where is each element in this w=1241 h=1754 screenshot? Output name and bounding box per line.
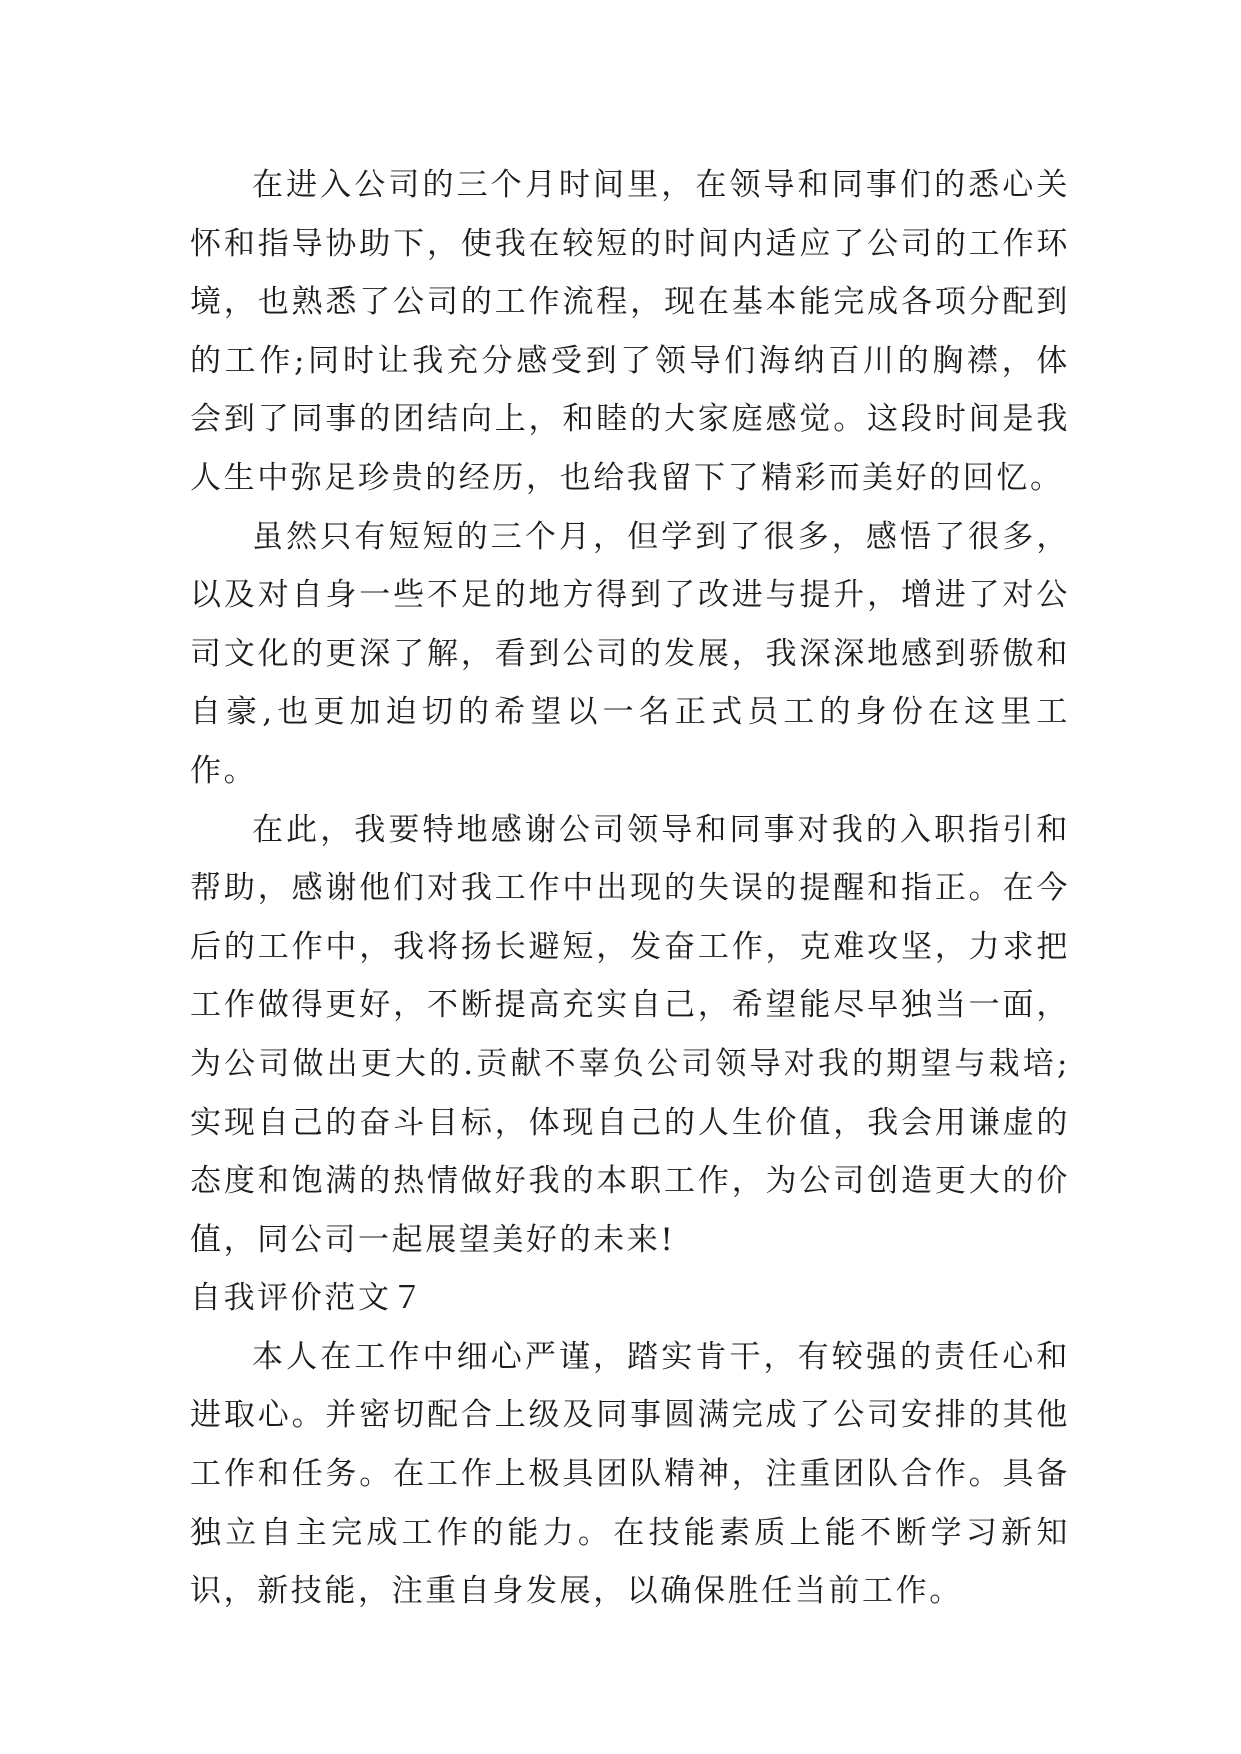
paragraph-self-evaluation: 本人在工作中细心严谨，踏实肯干，有较强的责任心和进取心。并密切配合上级及同事圆满完成了公司安排的其他工作和任务。在工作上极具团队精神，注重团队合作。具备独立自主完成工作的能力。在技能素质上能不断学习新知识，新技能，注重自身发展，以确保胜任当前工作。 bbox=[190, 1338, 1070, 1610]
paragraph-gratitude-intro: 在进入公司的三个月时间里，在领导和同事们的悉心关怀和指导协助下，使我在较短的时间内适应了公司的工作环境，也熟悉了公司的工作流程，现在基本能完成各项分配到的工作;同时让我充分感受到了领导们海纳百川的胸襟，体会到了同事的团结向上，和睦的大家庭感觉。这段时间是我人生中弥足珍贵的经历，也给我留下了精彩而美好的回忆。 bbox=[190, 167, 1070, 496]
document-body bbox=[190, 156, 1070, 1621]
section-heading: 自我评价范文７ bbox=[190, 1280, 426, 1317]
paragraph-learning: 虽然只有短短的三个月，但学到了很多，感悟了很多，以及对自身一些不足的地方得到了改进与提升，增进了对公司文化的更深了解，看到公司的发展，我深深地感到骄傲和自豪,也更加迫切的希望以一名正式员工的身份在这里工作。 bbox=[190, 518, 1070, 789]
paragraph-thanks-commitment: 在此，我要特地感谢公司领导和同事对我的入职指引和帮助，感谢他们对我工作中出现的失误的提醒和指正。在今后的工作中，我将扬长避短，发奋工作，克难攻坚，力求把工作做得更好，不断提高充实自己，希望能尽早独当一面，为公司做出更大的.贡献不辜负公司领导对我的期望与栽培;实现自己的奋斗目标，体现自己的人生价值，我会用谦虚的态度和饱满的热情做好我的本职工作，为公司创造更大的价值，同公司一起展望美好的未来! bbox=[190, 811, 1070, 1258]
